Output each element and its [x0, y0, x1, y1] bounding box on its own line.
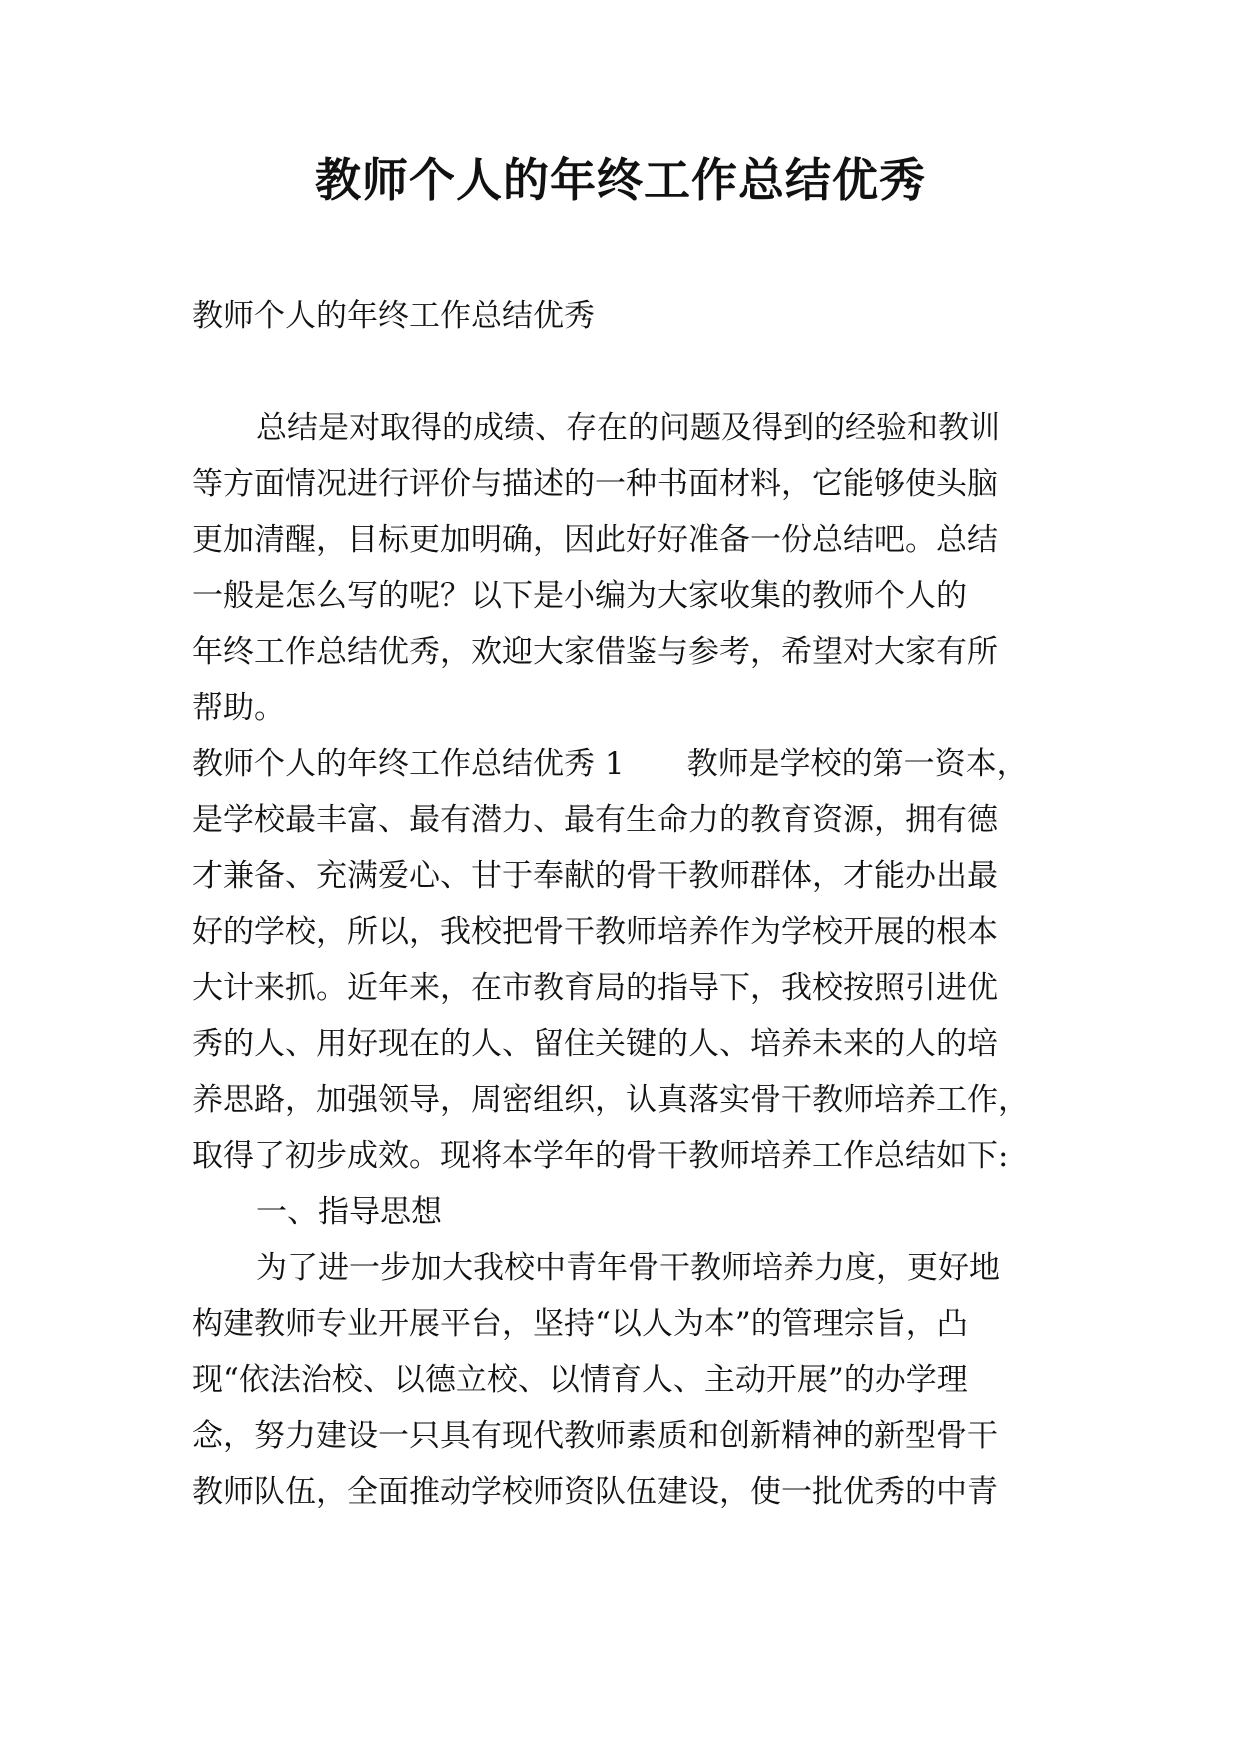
text-line: 为了进一步加大我校中青年骨干教师培养力度，更好地 [256, 1250, 1000, 1286]
text-line: 教师队伍，全面推动学校师资队伍建设，使一批优秀的中青 [192, 1474, 998, 1510]
subtitle: 教师个人的年终工作总结优秀 [192, 298, 595, 334]
text-line: 大计来抓。近年来，在市教育局的指导下，我校按照引进优 [192, 970, 998, 1006]
text-line: 等方面情况进行评价与描述的一种书面材料，它能够使头脑 [192, 466, 998, 502]
text-line: 秀的人、用好现在的人、留住关键的人、培养未来的人的培 [192, 1026, 998, 1062]
blank-line [192, 344, 1072, 400]
text-line: 好的学校，所以，我校把骨干教师培养作为学校开展的根本 [192, 914, 998, 950]
text-line: 才兼备、充满爱心、甘于奉献的骨干教师群体，才能办出最 [192, 858, 998, 894]
document-body [192, 288, 1072, 1520]
text-line: 总结是对取得的成绩、存在的问题及得到的经验和教训 [256, 410, 1000, 446]
text-line: 年终工作总结优秀，欢迎大家借鉴与参考，希望对大家有所 [192, 634, 998, 670]
text-line: 是学校最丰富、最有潜力、最有生命力的教育资源，拥有德 [192, 802, 998, 838]
text-line: 念，努力建设一只具有现代教师素质和创新精神的新型骨干 [192, 1418, 998, 1454]
text-line: 教师个人的年终工作总结优秀 1 教师是学校的第一资本， [192, 746, 1028, 782]
text-line: 现“依法治校、以德立校、以情育人、主动开展”的办学理 [192, 1362, 968, 1398]
text-line: 构建教师专业开展平台，坚持“以人为本”的管理宗旨，凸 [192, 1306, 968, 1342]
document-title: 教师个人的年终工作总结优秀 [315, 153, 926, 207]
text-line: 更加清醒，目标更加明确，因此好好准备一份总结吧。总结 [192, 522, 998, 558]
text-line: 养思路，加强领导，周密组织，认真落实骨干教师培养工作， [192, 1082, 1029, 1118]
section-heading: 一、指导思想 [256, 1194, 442, 1230]
text-line: 取得了初步成效。现将本学年的骨干教师培养工作总结如下: [192, 1138, 1009, 1174]
text-line: 帮助。 [192, 690, 285, 726]
text-line: 一般是怎么写的呢？以下是小编为大家收集的教师个人的 [192, 578, 967, 614]
